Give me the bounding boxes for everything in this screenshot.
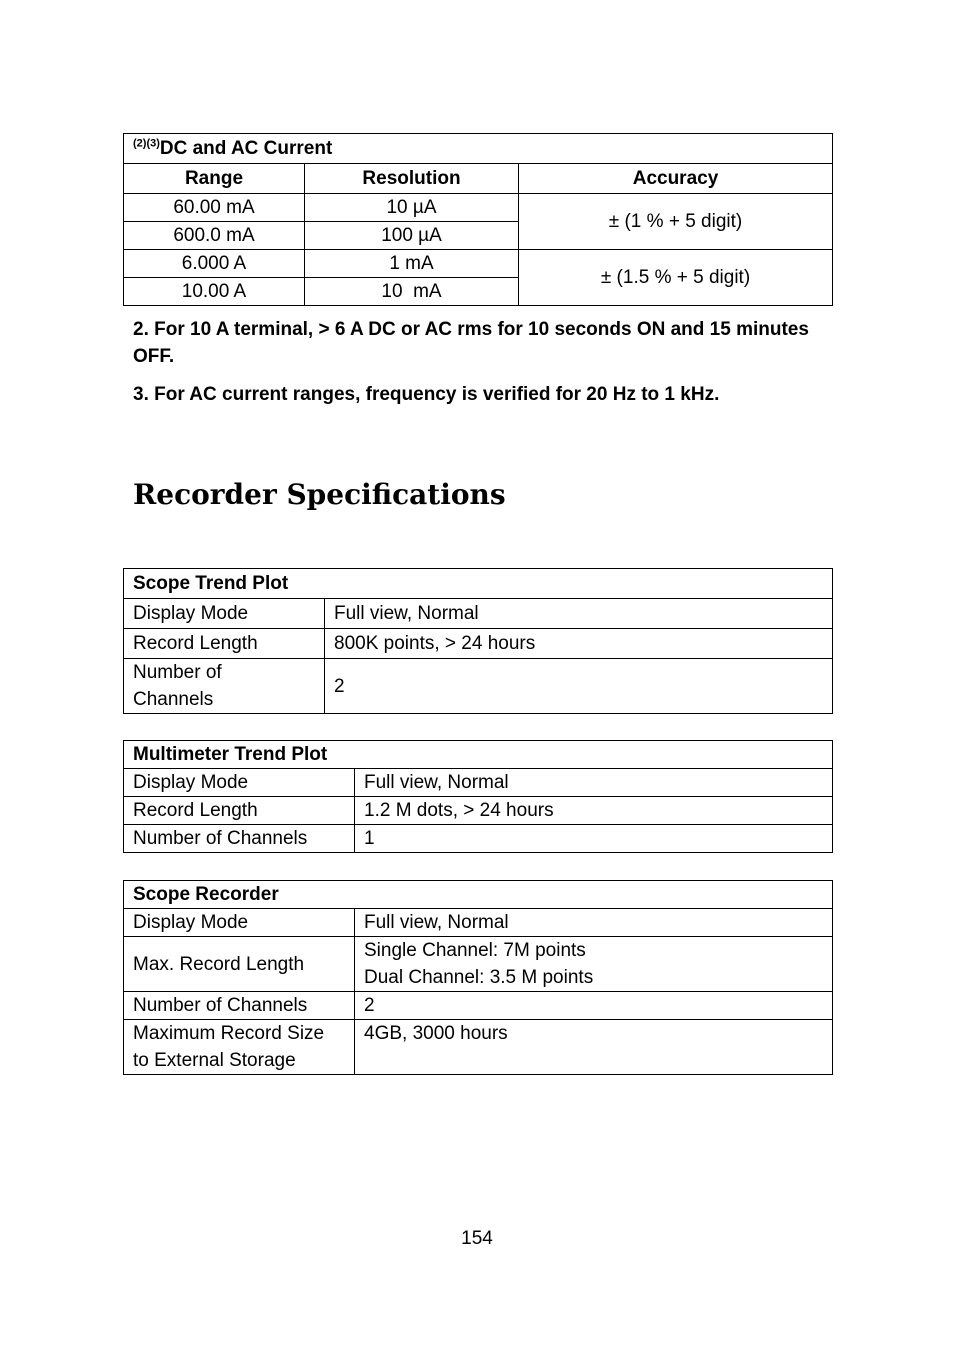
resolution-cell: 100 µA [305, 222, 519, 250]
spec-value: 2 [355, 992, 833, 1020]
resolution-cell: 10 mA [305, 278, 519, 306]
note-2: 2. For 10 A terminal, > 6 A DC or AC rms for 10 seconds ON and 15 minutes OFF. [133, 319, 809, 367]
spec-value: Full view, Normal [325, 599, 833, 629]
dc-ac-current-table [123, 133, 833, 306]
page-number: 154 [461, 1228, 493, 1249]
table-row [124, 797, 833, 825]
spec-value-line: Dual Channel: 3.5 M points [364, 967, 594, 988]
spec-label: Display Mode [124, 909, 355, 937]
multimeter-trend-plot-table [123, 740, 833, 853]
table-row [124, 825, 833, 853]
spec-value: 2 [325, 659, 833, 714]
range-cell: 600.0 mA [124, 222, 305, 250]
table-row [124, 992, 833, 1020]
spec-value: 800K points, > 24 hours [325, 629, 833, 659]
table-row [124, 194, 833, 222]
accuracy-cell: ± (1.5 % + 5 digit) [519, 250, 833, 306]
footnote-ref: (2)(3) [133, 137, 160, 150]
table-title: Scope Trend Plot [124, 569, 833, 599]
header-resolution: Resolution [305, 164, 519, 194]
current-table-title: $^{(2)(3)}$DC and AC Current [124, 134, 833, 164]
spec-value: 1.2 M dots, > 24 hours [355, 797, 833, 825]
table-title: Multimeter Trend Plot [124, 741, 833, 769]
spec-value: Full view, Normal [355, 909, 833, 937]
table-row [124, 629, 833, 659]
spec-label: Max. Record Length [124, 937, 355, 992]
spec-value-line: Single Channel: 7M points [364, 940, 586, 961]
range-cell: 60.00 mA [124, 194, 305, 222]
table-row [124, 769, 833, 797]
table-row [124, 1020, 833, 1075]
spec-label: Record Length [124, 797, 355, 825]
spec-value: 4GB, 3000 hours [355, 1020, 833, 1075]
section-title: Recorder Specifications [133, 478, 506, 511]
table-row [124, 659, 833, 714]
spec-label: Record Length [124, 629, 325, 659]
spec-label: Maximum Record Size to External Storage [124, 1020, 355, 1075]
spec-value: Full view, Normal [355, 769, 833, 797]
table-row [124, 909, 833, 937]
resolution-cell: 1 mA [305, 250, 519, 278]
table-row [124, 937, 833, 992]
header-accuracy: Accuracy [519, 164, 833, 194]
accuracy-cell: ± (1 % + 5 digit) [519, 194, 833, 250]
spec-label: Number of Channels [124, 992, 355, 1020]
range-cell: 6.000 A [124, 250, 305, 278]
table-row [124, 599, 833, 629]
spec-value [355, 937, 833, 992]
header-range: Range [124, 164, 305, 194]
scope-trend-plot-table [123, 568, 833, 714]
resolution-cell: 10 µA [305, 194, 519, 222]
scope-recorder-table [123, 880, 833, 1075]
spec-label: Display Mode [124, 599, 325, 629]
range-cell: 10.00 A [124, 278, 305, 306]
spec-value: 1 [355, 825, 833, 853]
spec-label: Number of Channels [124, 659, 325, 714]
table-row [124, 250, 833, 278]
spec-label: Number of Channels [124, 825, 355, 853]
note-3: 3. For AC current ranges, frequency is verified for 20 Hz to 1 kHz. [133, 384, 720, 405]
spec-label: Display Mode [124, 769, 355, 797]
table-title: Scope Recorder [124, 881, 833, 909]
